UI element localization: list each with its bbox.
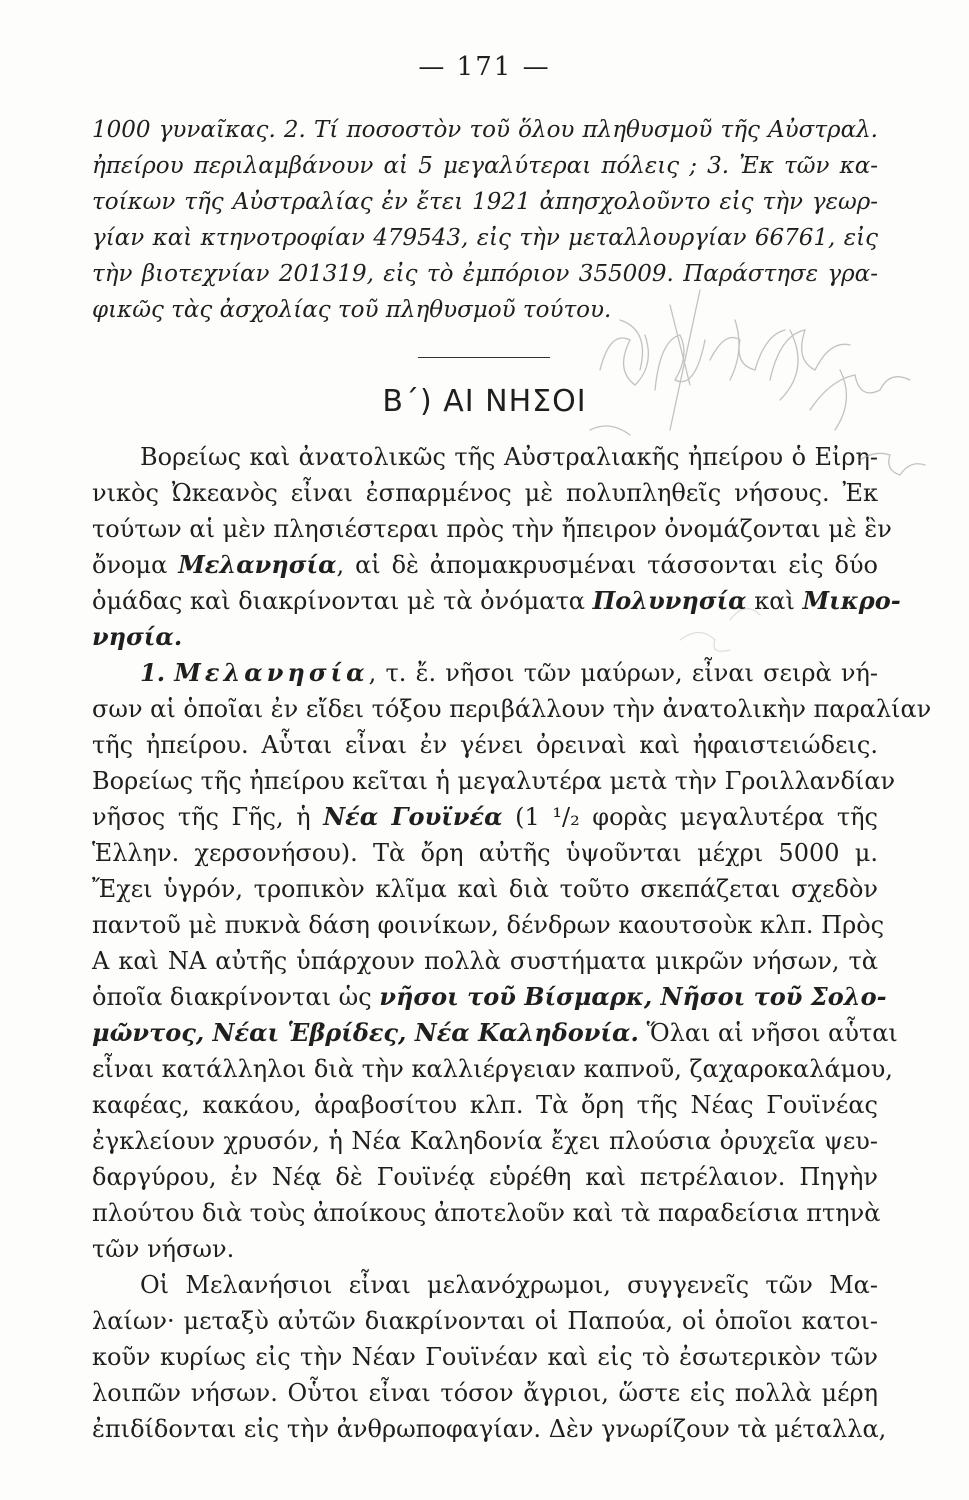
- text-line: Βορείως καὶ ἀνατολικῶς τῆς Αὐστραλιακῆς ἠπείρου ὁ Εἰρη-: [140, 443, 878, 471]
- text-line: νικὸς Ὠκεανὸς εἶναι ἐσπαρμένος μὲ πολυπληθεῖς νήσους. Ἐκ: [92, 479, 878, 507]
- text-span: Ὅλαι αἱ νῆσοι αὗται: [646, 1019, 898, 1047]
- subsection-title: Μελανησία: [174, 658, 369, 687]
- text-span: (1 ¹/₂ φορὰς μεγαλυτέρα τῆς: [515, 803, 878, 831]
- text-line: [92, 584, 901, 618]
- text-span: ὄνομα: [92, 551, 168, 579]
- text-line: εἶναι κατάλληλοι διὰ τὴν καλλιέργειαν καπνοῦ, ζαχαροκαλάμου,: [92, 1055, 893, 1083]
- term-micronesia: Μικρο-: [802, 586, 901, 615]
- text-line: τῶν νήσων.: [92, 1235, 235, 1263]
- text-line: Οἱ Μελανήσιοι εἶναι μελανόχρωμοι, συγγενεῖς τῶν Μα-: [140, 1271, 878, 1299]
- text-line: τῆς ἠπείρου. Αὗται εἶναι ἐν γένει ὀρειναὶ καὶ ἠφαιστειώδεις.: [92, 731, 878, 759]
- section-number: 1.: [140, 658, 166, 687]
- text-span: καὶ: [754, 587, 795, 615]
- text-line: τούτων αἱ μὲν πλησιέστεραι πρὸς τὴν ἤπειρον ὀνομάζονται μὲ ἓν: [92, 515, 892, 543]
- text-line: [92, 1016, 898, 1050]
- text-span: ὁποῖα διακρίνονται ὡς: [92, 983, 372, 1011]
- exercise-line: ἠπείρου περιλαμβάνουν αἱ 5 μεγαλύτεραι πόλεις ; 3. Ἐκ τῶν κα-: [92, 153, 878, 179]
- exercise-line: φικῶς τὰς ἀσχολίας τοῦ πληθυσμοῦ τούτου.: [92, 297, 612, 323]
- text-span: ὁμάδας καὶ διακρίνονται μὲ τὰ ὀνόματα: [92, 587, 585, 615]
- text-line: νησία.: [92, 622, 183, 651]
- text-line: κοῦν κυρίως εἰς τὴν Νέαν Γουϊνέαν καὶ εἰς τὸ ἐσωτερικὸν τῶν: [92, 1343, 878, 1371]
- exercise-line: γίαν καὶ κτηνοτροφίαν 479543, εἰς τὴν μεταλλουργίαν 66761, εἰς: [92, 225, 878, 251]
- text-line: [92, 656, 878, 690]
- text-line: παντοῦ μὲ πυκνὰ δάση φοινίκων, δένδρων καουτσοὺκ κλπ. Πρὸς: [92, 911, 885, 939]
- text-line: λοιπῶν νήσων. Οὗτοι εἶναι τόσον ἄγριοι, ὥστε εἰς πολλὰ μέρη: [92, 1379, 878, 1407]
- text-line: ἐπιδίδονται εἰς τὴν ἀνθρωποφαγίαν. Δὲν γνωρίζουν τὰ μέταλλα,: [92, 1415, 887, 1443]
- exercise-line: τὴν βιοτεχνίαν 201319, εἰς τὸ ἐμπόριον 355009. Παράστησε γρα-: [92, 261, 878, 287]
- text-line: [92, 980, 887, 1014]
- term-melanesia: Μελανησία: [178, 550, 337, 579]
- text-span: , τ. ἔ. νῆσοι τῶν μαύρων, εἶναι σειρὰ νή-: [368, 659, 878, 687]
- term-island-groups: μῶντος, Νέαι Ἑβρίδες, Νέα Καληδονία.: [92, 1018, 639, 1047]
- text-line: πλούτου διὰ τοὺς ἀποίκους ἀποτελοῦν καὶ τὰ παραδείσια πτηνὰ: [92, 1199, 881, 1227]
- text-line: λαίων· μεταξὺ αὐτῶν διακρίνονται οἱ Παπούα, οἱ ὁποῖοι κατοι-: [92, 1307, 878, 1335]
- text-span: νῆσος τῆς Γῆς, ἡ: [92, 803, 311, 831]
- term-new-guinea: Νέα Γουϊνέα: [323, 802, 503, 831]
- page-number: — 171 —: [418, 52, 551, 82]
- term-island-groups: νῆσοι τοῦ Βίσμαρκ, Νῆσοι τοῦ Σολο-: [379, 982, 887, 1011]
- text-line: [92, 800, 878, 834]
- text-span: , αἱ δὲ ἀπομακρυσμέναι τάσσονται εἰς δύο: [336, 551, 878, 579]
- term-polynesia: Πολυνησία: [592, 586, 747, 615]
- text-line: Ἔχει ὑγρόν, τροπικὸν κλῖμα καὶ διὰ τοῦτο σκεπάζεται σχεδὸν: [92, 875, 878, 903]
- text-line: Βορείως τῆς ἠπείρου κεῖται ἡ μεγαλυτέρα μετὰ τὴν Γροιλλανδίαν: [92, 767, 896, 795]
- text-line: Α καὶ ΝΑ αὐτῆς ὑπάρχουν πολλὰ συστήματα μικρῶν νήσων, τὰ: [92, 947, 878, 975]
- text-line: [92, 548, 878, 582]
- section-heading: Β΄) ΑΙ ΝΗΣΟΙ: [382, 384, 587, 419]
- text-line: δαργύρου, ἐν Νέᾳ δὲ Γουϊνέᾳ εὑρέθη καὶ πετρέλαιον. Πηγὴν: [92, 1163, 878, 1191]
- exercise-line: 1000 γυναῖκας. 2. Τί ποσοστὸν τοῦ ὅλου πληθυσμοῦ τῆς Αὐστραλ.: [92, 117, 878, 143]
- text-line: καφέας, κακάου, ἀραβοσίτου κλπ. Τὰ ὄρη τῆς Νέας Γουϊνέας: [92, 1091, 878, 1119]
- section-divider: [418, 357, 550, 358]
- text-line: ἐγκλείουν χρυσόν, ἡ Νέα Καληδονία ἔχει πλούσια ὀρυχεῖα ψευ-: [92, 1127, 878, 1155]
- text-line: σων αἱ ὁποῖαι ἐν εἴδει τόξου περιβάλλουν τὴν ἀνατολικὴν παραλίαν: [92, 695, 932, 723]
- text-line: Ἑλλην. χερσονήσου). Τὰ ὄρη αὐτῆς ὑψοῦνται μέχρι 5000 μ.: [92, 839, 878, 867]
- exercise-line: τοίκων τῆς Αὐστραλίας ἐν ἔτει 1921 ἀπησχολοῦντο εἰς τὴν γεωρ-: [92, 189, 878, 215]
